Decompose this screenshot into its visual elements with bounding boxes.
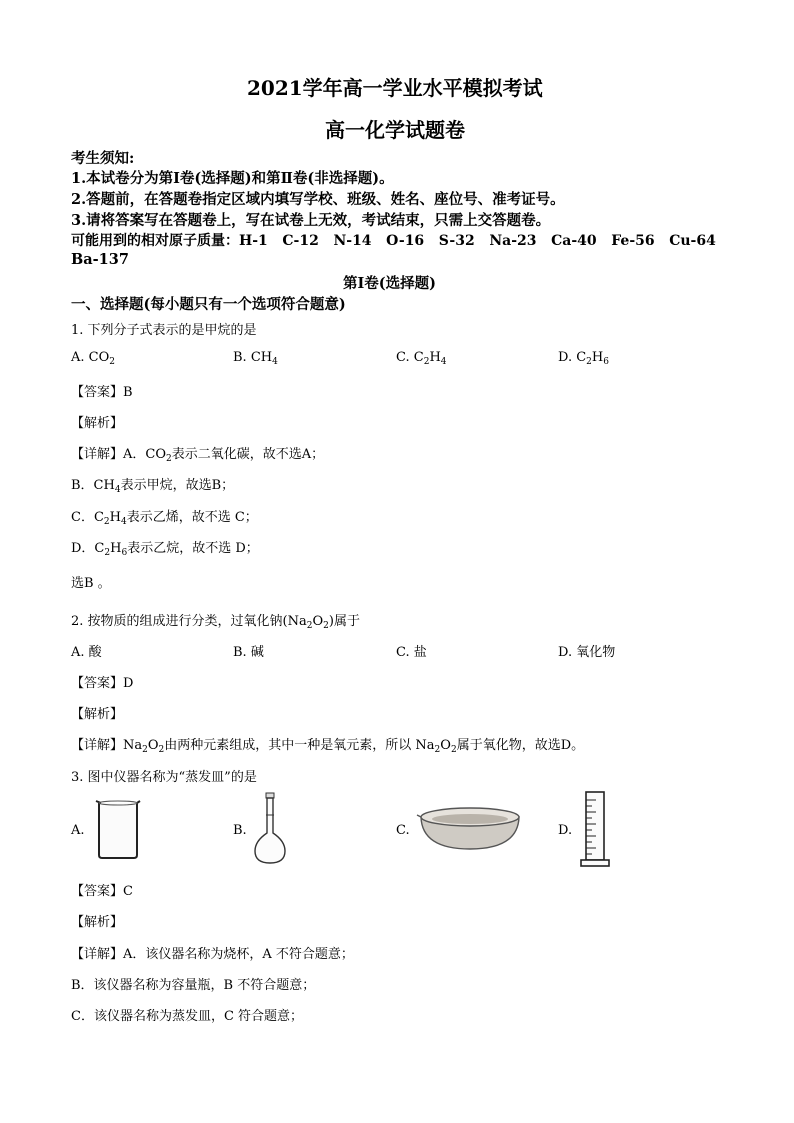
q2-option-d: D. 氧化物 [558, 645, 616, 660]
notice-heading: 考生须知: [71, 150, 135, 167]
part-title: 一、选择题(每小题只有一个选项符合题意) [71, 296, 346, 313]
notice-line-1: 1.本试卷分为第Ⅰ卷(选择题)和第Ⅱ卷(非选择题)。 [71, 170, 394, 187]
q3-detail-a: 【详解】A．该仪器名称为烧杯，A 不符合题意； [71, 947, 354, 962]
q3-analysis: 【解析】 [71, 915, 124, 930]
q2-option-b: B. 碱 [233, 645, 264, 660]
q2-answer: 【答案】D [71, 676, 134, 691]
q1-option-d: D. $C_2H_6$ [558, 350, 609, 367]
notice-line-2: 2.答题前，在答题卷指定区域内填写学校、班级、姓名、座位号、准考证号。 [71, 191, 565, 208]
q1-option-c: C. $C_2H_4$ [396, 350, 447, 367]
exam-subtitle: 高一化学试题卷 [325, 118, 465, 142]
q3-option-b-label: B. [233, 823, 247, 838]
q1-answer: 【答案】B [71, 385, 133, 400]
q2-option-a: A. 酸 [71, 645, 102, 660]
q3-stem: 3. 图中仪器名称为“蒸发皿”的是 [71, 770, 257, 785]
q2-detail: 【详解】$Na_2O_2$由两种元素组成，其中一种是氧元素，所以 $Na_2O_2$属于氧化物，故选D。 [71, 738, 585, 755]
notice-line-3: 3.请将答案写在答题卷上，写在试卷上无效，考试结束，只需上交答题卷。 [71, 212, 551, 229]
atomic-mass-line-cont: Ba-137 [71, 251, 129, 268]
q1-stem: 1. 下列分子式表示的是甲烷的是 [71, 323, 257, 338]
q1-option-b: B. $CH_4$ [233, 350, 278, 367]
q1-analysis: 【解析】 [71, 416, 124, 431]
q2-stem: 2. 按物质的组成进行分类，过氧化钠$(Na_2O_2)$属于 [71, 614, 360, 631]
q1-line-c: C．$C_2H_4$表示乙烯，故不选 C； [71, 510, 258, 527]
q1-line-b: B．$CH_4$表示甲烷，故选B； [71, 478, 235, 495]
q3-line-c: C．该仪器名称为蒸发皿，C 符合题意； [71, 1009, 304, 1024]
q1-option-a: A. $CO_2$ [71, 350, 115, 367]
exam-title: 2021学年高一学业水平模拟考试 [247, 76, 543, 100]
q3-answer: 【答案】C [71, 884, 133, 899]
q2-analysis: 【解析】 [71, 707, 124, 722]
volumetric-flask-image [252, 793, 288, 865]
q3-option-c-label: C. [396, 823, 410, 838]
section-title: 第Ⅰ卷(选择题) [343, 275, 437, 292]
atomic-mass-line: 可能用到的相对原子质量：H-1 C-12 N-14 O-16 S-32 Na-23 Ca-40 Fe-56 Cu-64 [71, 233, 716, 249]
beaker-image [95, 797, 141, 859]
q1-detail: 【详解】A．$CO_2$表示二氧化碳，故不选A； [71, 447, 325, 464]
graduated-cylinder-image [580, 790, 610, 868]
q2-option-c: C. 盐 [396, 645, 427, 660]
evaporating-dish-image [418, 805, 522, 851]
q1-line-d: D．$C_2H_6$表示乙烷，故不选 D； [71, 541, 259, 558]
q3-option-d-label: D. [558, 823, 573, 838]
q3-option-a-label: A. [71, 823, 85, 838]
q3-line-b: B．该仪器名称为容量瓶，B 不符合题意； [71, 978, 316, 993]
q1-conclusion: 选B 。 [71, 576, 111, 591]
